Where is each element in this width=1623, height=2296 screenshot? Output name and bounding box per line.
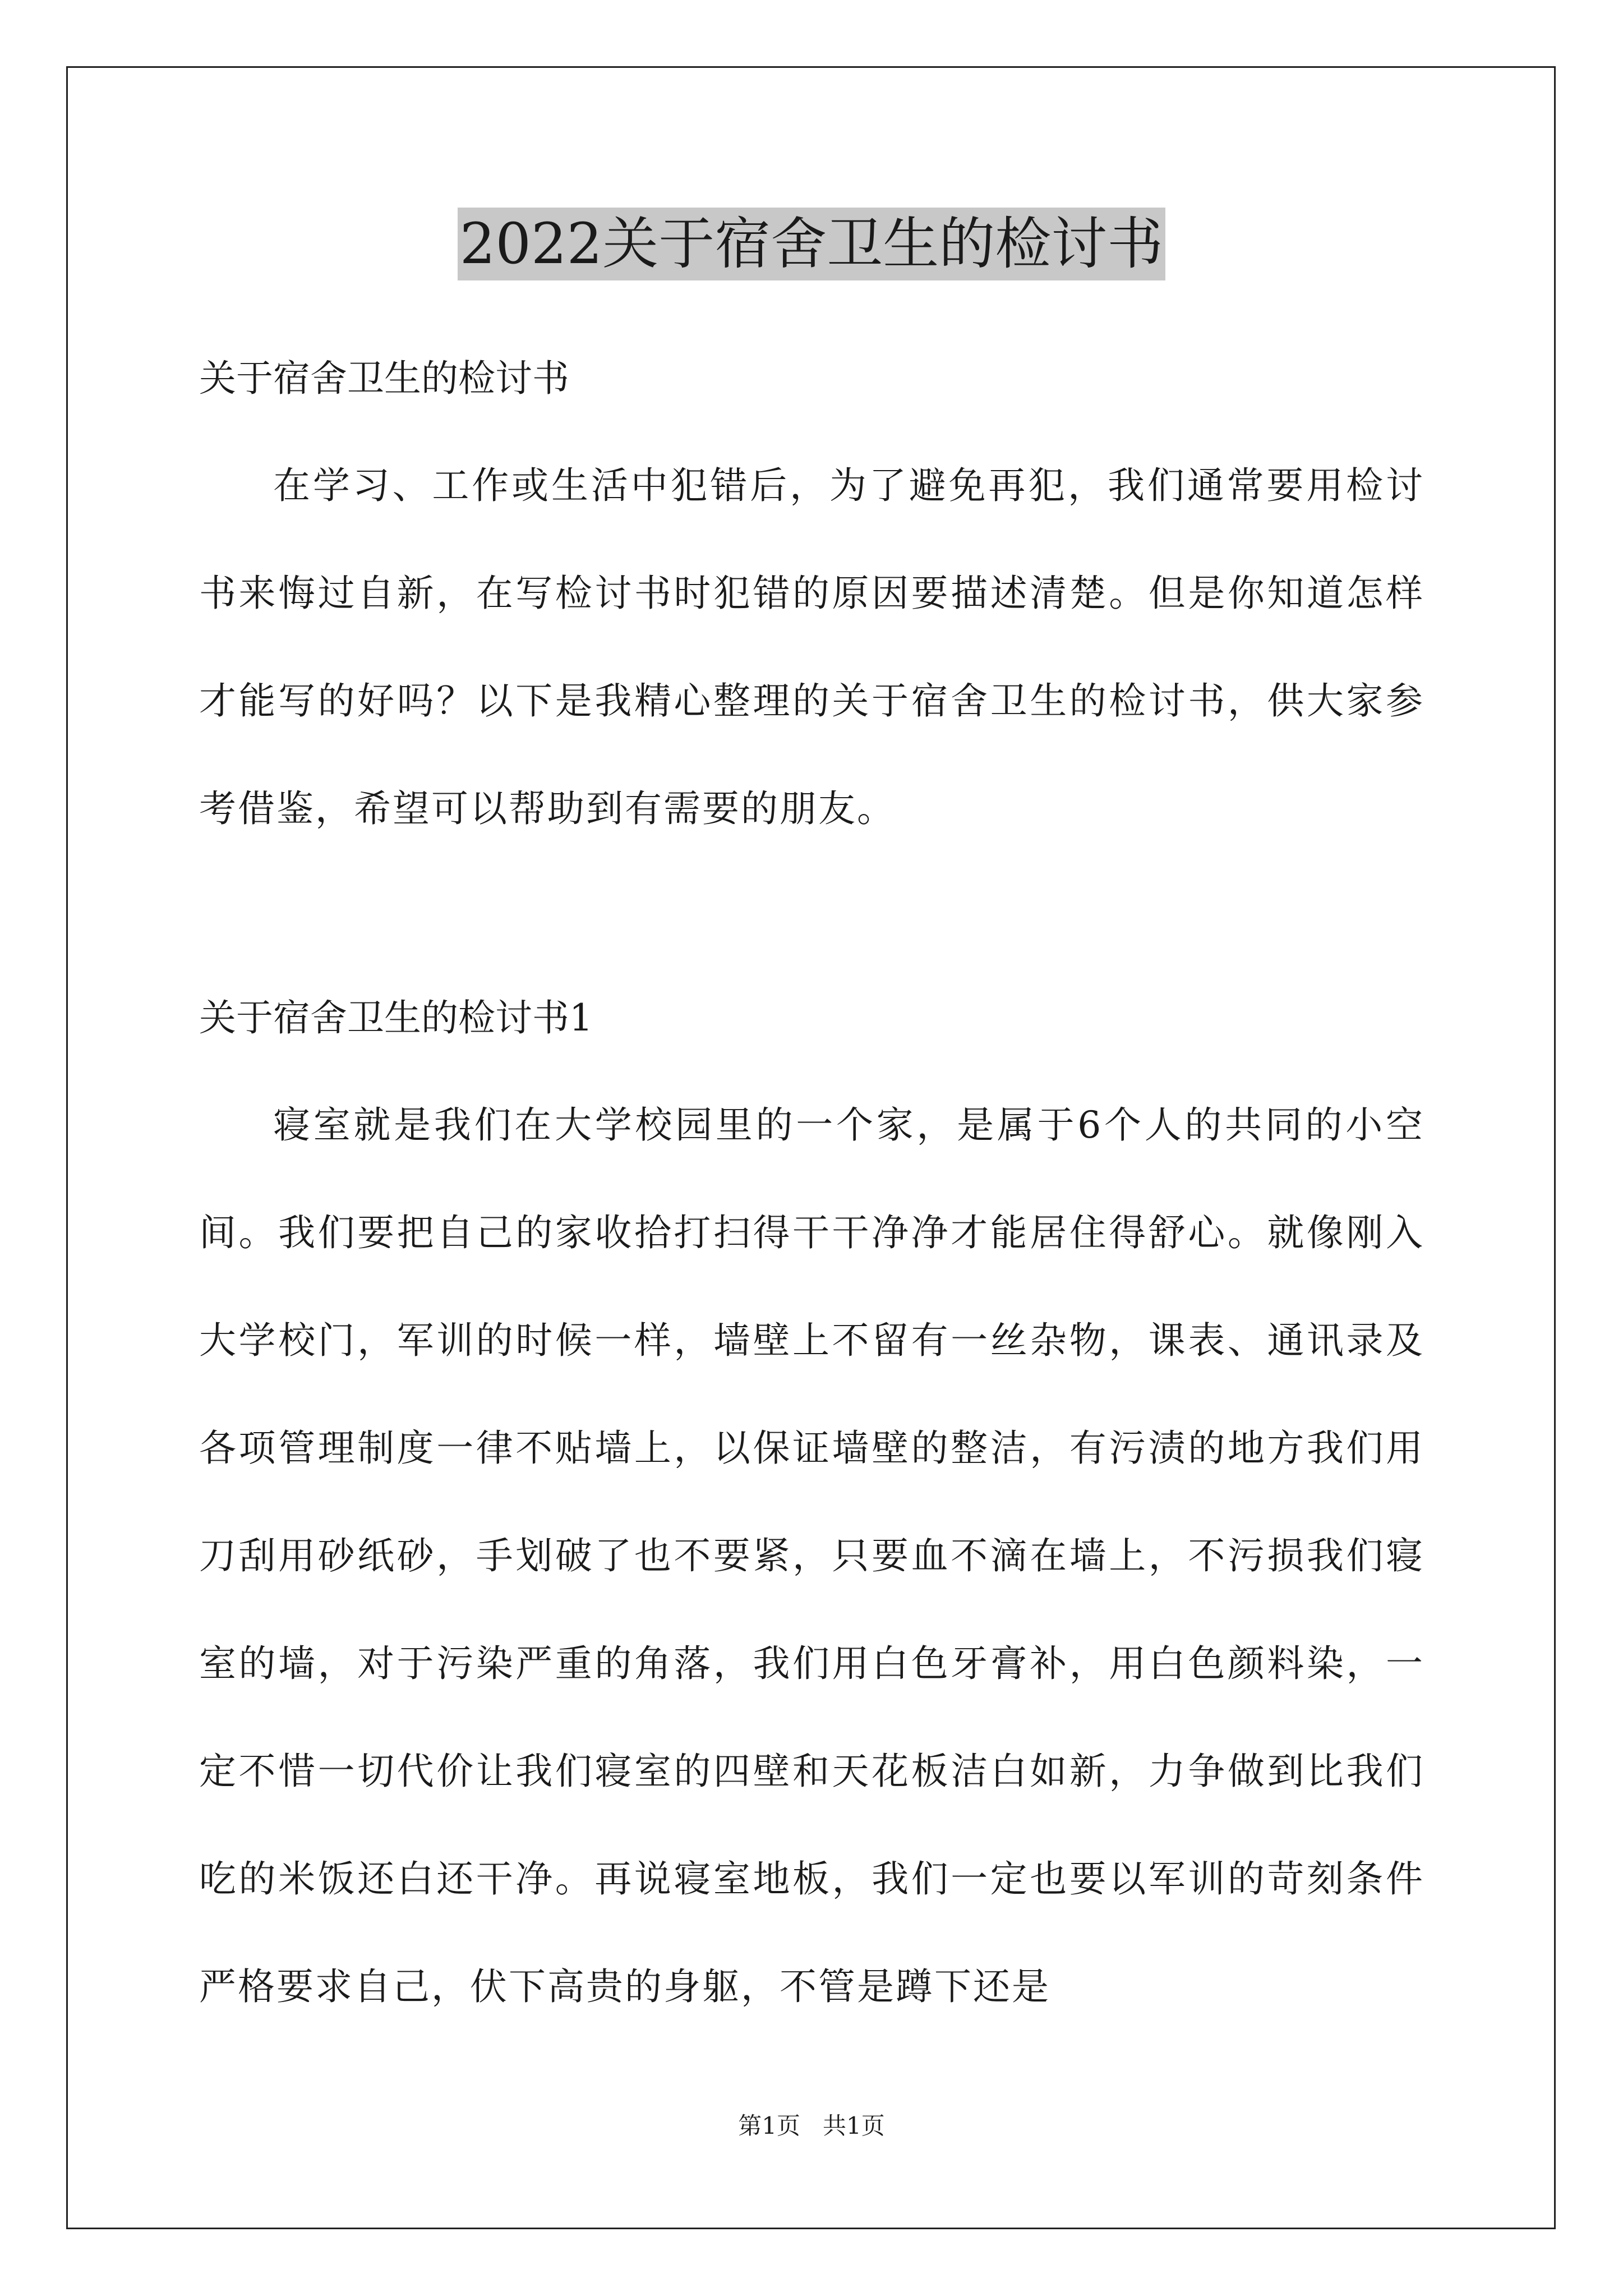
document-subtitle: 关于宿舍卫生的检讨书	[199, 357, 569, 400]
section-paragraph: 寝室就是我们在大学校园里的一个家，是属于6个人的共同的小空间。我们要把自己的家收拾打扫得干干净净才能居住得舒心。就像刚入大学校门，军训的时候一样，墙壁上不留有一丝杂物，课表、通讯录及各项管理制度一律不贴墙上，以保证墙壁的整洁，有污渍的地方我们用刀刮用砂纸砂，手划破了也不要紧，只要血不滴在墙上，不污损我们寝室的墙，对于污染严重的角落，我们用白色牙膏补，用白色颜料染，一定不惜一切代价让我们寝室的四壁和天花板洁白如新，力争做到比我们吃的米饭还白还干净。再说寝室地板，我们一定也要以军训的苛刻条件严格要求自己，伏下高贵的身躯，不管是蹲下还是	[199, 1103, 1424, 2008]
section-heading: 关于宿舍卫生的检讨书1	[199, 996, 593, 1039]
page-footer: 第1页 共1页	[738, 2112, 885, 2139]
document-title: 2022关于宿舍卫生的检讨书	[458, 208, 1166, 280]
title-container	[0, 208, 1623, 280]
intro-paragraph: 在学习、工作或生活中犯错后，为了避免再犯，我们通常要用检讨书来悔过自新，在写检讨书时犯错的原因要描述清楚。但是你知道怎样才能写的好吗？以下是我精心整理的关于宿舍卫生的检讨书，供大家参考借鉴，希望可以帮助到有需要的朋友。	[199, 464, 1424, 830]
